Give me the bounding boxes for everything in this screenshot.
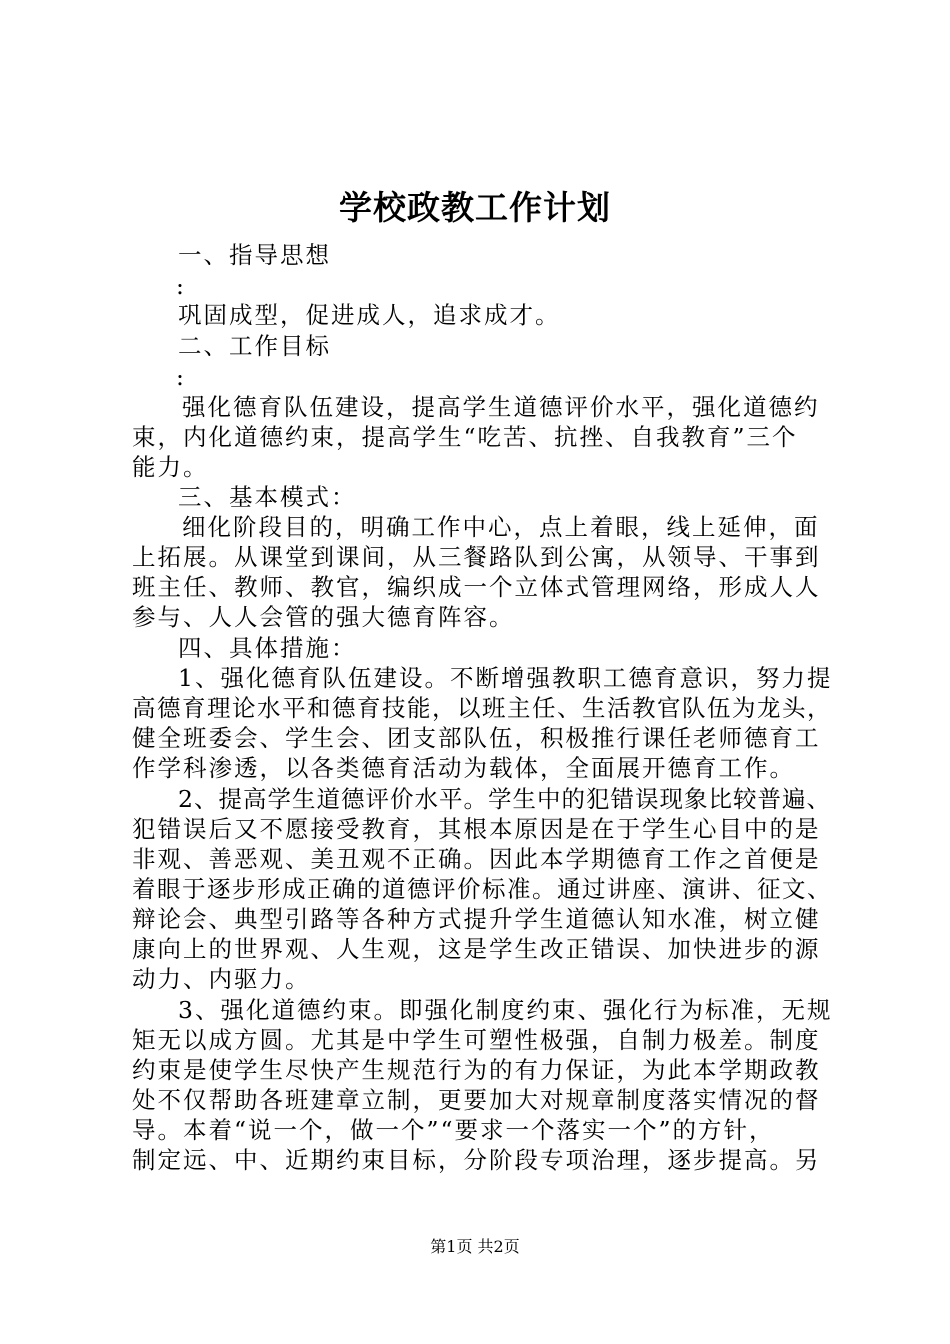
body-line: : [176,272,186,300]
body-line: 细化阶段目的，明确工作中心，点上着眼，线上延伸，面 [182,513,820,541]
body-line: 1、强化德育队伍建设。不断增强教职工德育意识，努力提 [178,664,833,692]
body-line: 三、基本模式： [178,483,357,511]
body-line: 参与、人人会管的强大德育阵容。 [132,603,515,631]
body-line: 着眼于逐步形成正确的道德评价标准。通过讲座、演讲、征文、 [132,875,832,903]
document-title: 学校政教工作计划 [339,188,611,227]
body-line: 康向上的世界观、人生观，这是学生改正错误、加快进步的源 [132,935,821,963]
body-line: 束，内化道德约束，提高学生“吃苦、抗挫、自我教育”三个 [132,423,798,451]
body-line: 巩固成型，促进成人，追求成才。 [178,301,561,329]
body-line: 非观、善恶观、美丑观不正确。因此本学期德育工作之首便是 [132,845,821,873]
body-line: 3、强化道德约束。即强化制度约束、强化行为标准，无规 [178,996,833,1024]
body-line: 上拓展。从课堂到课间，从三餐路队到公寓，从领导、干事到 [132,543,821,571]
body-line: 约束是使学生尽快产生规范行为的有力保证，为此本学期政教 [132,1056,821,1084]
body-line: 四、具体措施： [178,634,357,662]
body-line: 制定远、中、近期约束目标，分阶段专项治理，逐步提高。另 [132,1146,821,1174]
body-line: 作学科渗透，以各类德育活动为载体，全面展开德育工作。 [132,754,795,782]
body-line: 矩无以成方圆。尤其是中学生可塑性极强，自制力极差。制度 [132,1026,821,1054]
body-line: 高德育理论水平和德育技能，以班主任、生活教官队伍为龙头， [132,694,832,722]
page-footer: 第1页 共2页 [430,1237,520,1256]
body-line: : [176,363,186,391]
body-line: 能力。 [132,453,209,481]
body-line: 处不仅帮助各班建章立制，更要加大对规章制度落实情况的督 [132,1086,821,1114]
body-line: 二、工作目标 [178,332,331,360]
body-line: 2、提高学生道德评价水平。学生中的犯错误现象比较普遍、 [178,785,831,813]
body-line: 动力、内驱力。 [132,965,311,993]
body-line: 导。本着“说一个，做一个”“要求一个落实一个”的方针， [132,1116,775,1144]
body-line: 班主任、教师、教官，编织成一个立体式管理网络，形成人人 [132,573,821,601]
body-line: 辩论会、典型引路等各种方式提升学生道德认知水准，树立健 [132,905,821,933]
body-line: 一、指导思想 [178,241,331,269]
body-line: 健全班委会、学生会、团支部队伍，积极推行课任老师德育工 [132,724,821,752]
body-line: 强化德育队伍建设，提高学生道德评价水平，强化道德约 [182,393,820,421]
body-line: 犯错误后又不愿接受教育，其根本原因是在于学生心目中的是 [132,815,821,843]
